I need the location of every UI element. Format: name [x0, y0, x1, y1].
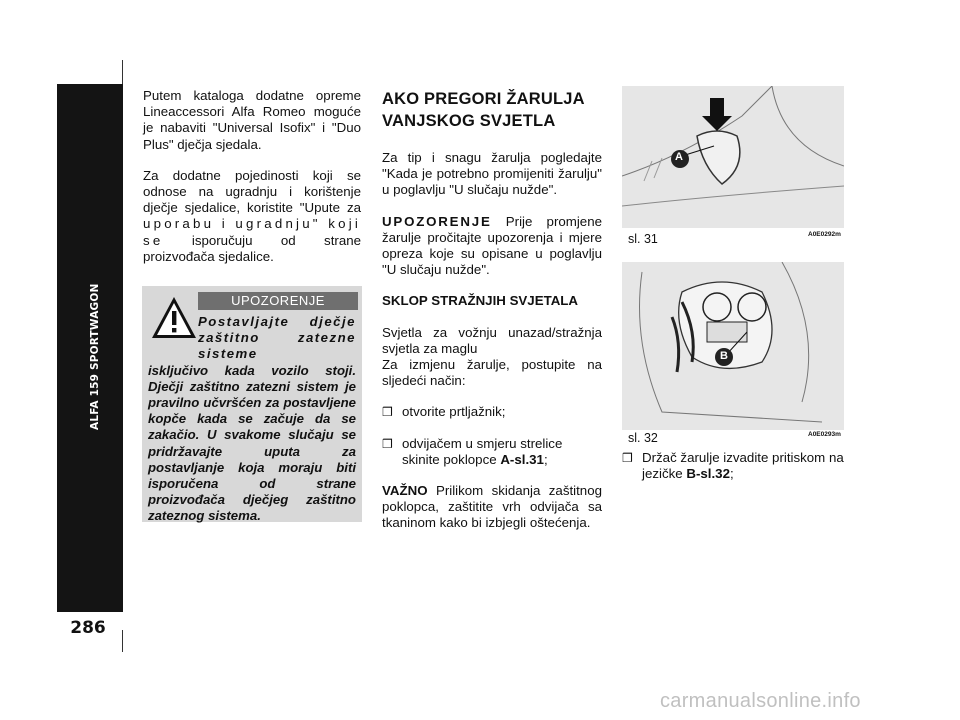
checkbox-bullet-icon: ❒ — [382, 436, 393, 451]
figure-31-label: A — [675, 151, 683, 163]
sidebar-title: ALFA 159 SPORTWAGON — [89, 283, 101, 430]
figure-32-label: B — [720, 350, 728, 362]
list-item: ❒ odvijačem u smjeru strelice skinite poklopce A-sl.31; — [382, 435, 563, 467]
figure-32-code: A0E0293m — [808, 431, 841, 438]
list-item: ❒ Držač žarulje izvadite pritiskom na jezičke B-sl.32; — [622, 450, 844, 482]
tail-light-cover-illustration — [622, 86, 844, 228]
warning-first-line: Postavljajte dječje zaštitno zatezne sisteme — [198, 314, 356, 362]
column-1 — [143, 88, 361, 280]
column-2 — [382, 88, 602, 547]
section-subtitle: SKLOP STRAŽNJIH SVJETALA — [382, 293, 579, 309]
paragraph: Za tip i snagu žarulja pogledajte "Kada je potrebno promijeniti žarulju" u poglavlju "U slučaju nužde". — [382, 150, 602, 198]
checkbox-bullet-icon: ❒ — [622, 451, 633, 465]
section-heading: AKO PREGORI ŽARULJA VANJSKOG SVJETLA — [382, 90, 585, 130]
paragraph: Putem kataloga dodatne opreme Lineaccessori Alfa Romeo moguće je nabaviti "Universal Isofix" i "Duo Plus" dječja sjedala. — [143, 88, 361, 152]
figure-31-caption: sl. 31 — [628, 232, 658, 246]
figure-31-code: A0E0292m — [808, 231, 841, 238]
figure-32-image — [622, 262, 844, 430]
list-item: ❒ otvorite prtljažnik; — [382, 404, 506, 420]
top-divider — [122, 60, 123, 84]
bulb-holder-illustration — [622, 262, 844, 430]
figure-32-caption: sl. 32 — [628, 431, 658, 445]
paragraph: Svjetla za vožnju unazad/stražnja svjetla za maglu — [382, 324, 602, 356]
page-number: 286 — [70, 618, 106, 638]
warning-body: isključivo kada vozilo stoji. Dječji zaštitno zatezni sistem je pravilno učvršćen za postavljene kopče kada se začuje da se zakačio. U svakome slučaju se pridržavajte uputa za postavljanje koja moraju biti isporučena od strane proizvođača dječjeg zaštitno zateznog sistema. — [148, 362, 356, 524]
paragraph: VAŽNO Prilikom skidanja zaštitnog poklopca, zaštitite vrh odvijača sa tkaninom kako bi izbjegli oštećenja. — [382, 483, 602, 531]
figure-reference: A-sl.31 — [500, 451, 544, 467]
paragraph: Za dodatne pojedinosti koji se odnose na ugradnju i korištenje dječje sjedalice, koristite "Upute za uporabu i ugradnju" koji se isporučuju od strane proizvođača sjedalice. — [143, 167, 361, 264]
warning-label: UPOZORENJE — [382, 213, 492, 229]
warning-title: UPOZORENJE — [198, 292, 358, 310]
paragraph: Za izmjenu žarulje, postupite na sljedeći način: — [382, 357, 602, 389]
watermark: carmanualsonline.info — [660, 690, 861, 712]
bottom-divider — [122, 630, 123, 652]
figure-reference: B-sl.32 — [686, 466, 730, 482]
warning-text — [148, 314, 356, 525]
note-label: VAŽNO — [382, 483, 428, 499]
checkbox-bullet-icon: ❒ — [382, 405, 393, 420]
warning-box — [142, 286, 362, 522]
figure-31-image — [622, 86, 844, 228]
column-3 — [622, 450, 844, 497]
paragraph: UPOZORENJE Prije promjene žarulje pročitajte upozorenja i mjere opreza koje su opisane u poglavlju "U slučaju nužde". — [382, 213, 602, 278]
